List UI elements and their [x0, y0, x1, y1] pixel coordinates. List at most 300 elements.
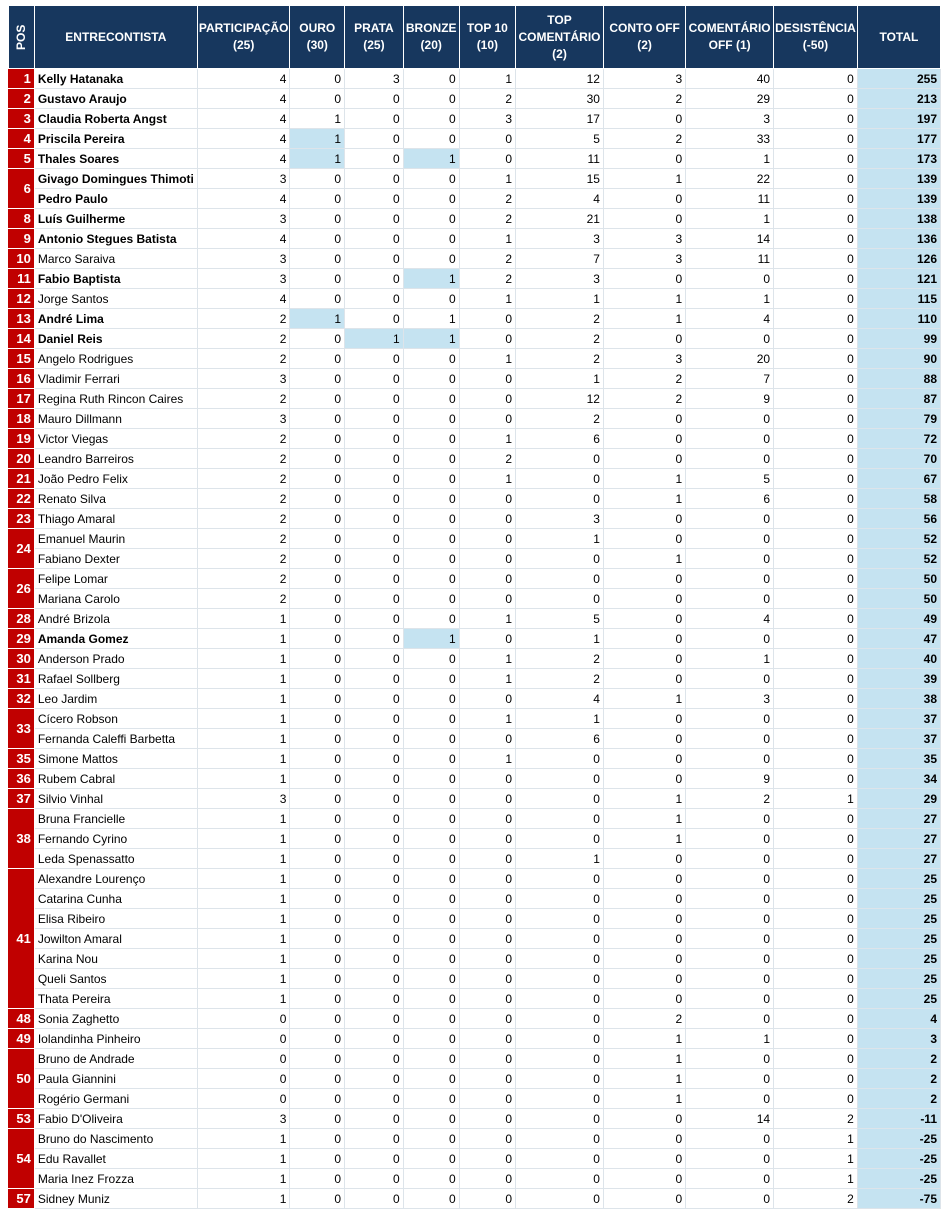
desistencia-cell[interactable]: 0	[774, 409, 858, 429]
ouro-cell[interactable]: 0	[290, 329, 345, 349]
desistencia-cell[interactable]: 0	[774, 369, 858, 389]
ouro-cell[interactable]: 0	[290, 629, 345, 649]
participacao-cell[interactable]: 3	[197, 369, 290, 389]
top-comentario-cell[interactable]: 0	[516, 909, 604, 929]
bronze-cell[interactable]: 0	[403, 409, 459, 429]
conto-off-cell[interactable]: 0	[603, 989, 685, 1009]
desistencia-cell[interactable]: 0	[774, 589, 858, 609]
ouro-cell[interactable]: 1	[290, 129, 345, 149]
ouro-cell[interactable]: 0	[290, 1029, 345, 1049]
prata-cell[interactable]: 0	[345, 1129, 404, 1149]
header-pos[interactable]: POS	[8, 6, 35, 69]
prata-cell[interactable]: 0	[345, 629, 404, 649]
desistencia-cell[interactable]: 0	[774, 689, 858, 709]
top10-cell[interactable]: 0	[459, 569, 515, 589]
desistencia-cell[interactable]: 0	[774, 729, 858, 749]
name-cell[interactable]: Renato Silva	[34, 489, 197, 509]
prata-cell[interactable]: 0	[345, 989, 404, 1009]
participacao-cell[interactable]: 1	[197, 969, 290, 989]
name-cell[interactable]: Karina Nou	[34, 949, 197, 969]
top-comentario-cell[interactable]: 0	[516, 929, 604, 949]
comentario-off-cell[interactable]: 1	[686, 289, 774, 309]
comentario-off-cell[interactable]: 1	[686, 1029, 774, 1049]
conto-off-cell[interactable]: 0	[603, 769, 685, 789]
name-cell[interactable]: Iolandinha Pinheiro	[34, 1029, 197, 1049]
top10-cell[interactable]: 0	[459, 309, 515, 329]
bronze-cell[interactable]: 0	[403, 489, 459, 509]
prata-cell[interactable]: 0	[345, 529, 404, 549]
participacao-cell[interactable]: 4	[197, 109, 290, 129]
conto-off-cell[interactable]: 0	[603, 509, 685, 529]
ouro-cell[interactable]: 0	[290, 1109, 345, 1129]
participacao-cell[interactable]: 1	[197, 989, 290, 1009]
comentario-off-cell[interactable]: 11	[686, 189, 774, 209]
comentario-off-cell[interactable]: 5	[686, 469, 774, 489]
desistencia-cell[interactable]: 0	[774, 469, 858, 489]
top-comentario-cell[interactable]: 0	[516, 1169, 604, 1189]
total-cell[interactable]: 3	[857, 1029, 940, 1049]
participacao-cell[interactable]: 4	[197, 149, 290, 169]
prata-cell[interactable]: 1	[345, 329, 404, 349]
total-cell[interactable]: 52	[857, 529, 940, 549]
prata-cell[interactable]: 0	[345, 949, 404, 969]
total-cell[interactable]: 139	[857, 189, 940, 209]
desistencia-cell[interactable]: 1	[774, 1129, 858, 1149]
prata-cell[interactable]: 0	[345, 789, 404, 809]
position-cell[interactable]: 32	[8, 689, 35, 709]
conto-off-cell[interactable]: 0	[603, 329, 685, 349]
prata-cell[interactable]: 3	[345, 69, 404, 89]
ouro-cell[interactable]: 0	[290, 649, 345, 669]
desistencia-cell[interactable]: 0	[774, 569, 858, 589]
total-cell[interactable]: 37	[857, 729, 940, 749]
total-cell[interactable]: 50	[857, 569, 940, 589]
bronze-cell[interactable]: 0	[403, 709, 459, 729]
name-cell[interactable]: Cícero Robson	[34, 709, 197, 729]
comentario-off-cell[interactable]: 0	[686, 329, 774, 349]
name-cell[interactable]: Leda Spenassatto	[34, 849, 197, 869]
prata-cell[interactable]: 0	[345, 1029, 404, 1049]
top10-cell[interactable]: 0	[459, 689, 515, 709]
bronze-cell[interactable]: 0	[403, 729, 459, 749]
conto-off-cell[interactable]: 1	[603, 1069, 685, 1089]
top-comentario-cell[interactable]: 0	[516, 1049, 604, 1069]
total-cell[interactable]: 70	[857, 449, 940, 469]
header-ouro[interactable]: OURO (30)	[290, 6, 345, 69]
top10-cell[interactable]: 0	[459, 1069, 515, 1089]
name-cell[interactable]: Thiago Amaral	[34, 509, 197, 529]
ouro-cell[interactable]: 0	[290, 429, 345, 449]
top10-cell[interactable]: 0	[459, 589, 515, 609]
top10-cell[interactable]: 1	[459, 289, 515, 309]
name-cell[interactable]: Daniel Reis	[34, 329, 197, 349]
header-conto-off[interactable]: CONTO OFF (2)	[603, 6, 685, 69]
name-cell[interactable]: Antonio Stegues Batista	[34, 229, 197, 249]
name-cell[interactable]: Angelo Rodrigues	[34, 349, 197, 369]
top10-cell[interactable]: 0	[459, 989, 515, 1009]
comentario-off-cell[interactable]: 0	[686, 1069, 774, 1089]
bronze-cell[interactable]: 0	[403, 569, 459, 589]
comentario-off-cell[interactable]: 0	[686, 1009, 774, 1029]
top-comentario-cell[interactable]: 0	[516, 829, 604, 849]
name-cell[interactable]: Priscila Pereira	[34, 129, 197, 149]
participacao-cell[interactable]: 2	[197, 589, 290, 609]
conto-off-cell[interactable]: 1	[603, 169, 685, 189]
top-comentario-cell[interactable]: 0	[516, 489, 604, 509]
top-comentario-cell[interactable]: 6	[516, 729, 604, 749]
top10-cell[interactable]: 1	[459, 469, 515, 489]
conto-off-cell[interactable]: 0	[603, 709, 685, 729]
top-comentario-cell[interactable]: 0	[516, 549, 604, 569]
total-cell[interactable]: 90	[857, 349, 940, 369]
conto-off-cell[interactable]: 0	[603, 869, 685, 889]
position-cell[interactable]: 54	[8, 1129, 35, 1189]
header-prata[interactable]: PRATA (25)	[345, 6, 404, 69]
comentario-off-cell[interactable]: 0	[686, 1049, 774, 1069]
ouro-cell[interactable]: 0	[290, 809, 345, 829]
top10-cell[interactable]: 0	[459, 849, 515, 869]
conto-off-cell[interactable]: 3	[603, 229, 685, 249]
name-cell[interactable]: Jowilton Amaral	[34, 929, 197, 949]
conto-off-cell[interactable]: 0	[603, 269, 685, 289]
prata-cell[interactable]: 0	[345, 1189, 404, 1209]
prata-cell[interactable]: 0	[345, 149, 404, 169]
total-cell[interactable]: 27	[857, 849, 940, 869]
prata-cell[interactable]: 0	[345, 689, 404, 709]
desistencia-cell[interactable]: 0	[774, 629, 858, 649]
desistencia-cell[interactable]: 0	[774, 769, 858, 789]
position-cell[interactable]: 29	[8, 629, 35, 649]
total-cell[interactable]: 255	[857, 69, 940, 89]
prata-cell[interactable]: 0	[345, 469, 404, 489]
desistencia-cell[interactable]: 0	[774, 749, 858, 769]
header-desistencia[interactable]: DESISTÊNCIA (-50)	[774, 6, 858, 69]
total-cell[interactable]: 2	[857, 1049, 940, 1069]
ouro-cell[interactable]: 0	[290, 989, 345, 1009]
bronze-cell[interactable]: 0	[403, 749, 459, 769]
conto-off-cell[interactable]: 1	[603, 1029, 685, 1049]
conto-off-cell[interactable]: 3	[603, 249, 685, 269]
desistencia-cell[interactable]: 0	[774, 189, 858, 209]
position-cell[interactable]: 30	[8, 649, 35, 669]
total-cell[interactable]: -75	[857, 1189, 940, 1209]
top-comentario-cell[interactable]: 0	[516, 949, 604, 969]
conto-off-cell[interactable]: 0	[603, 1129, 685, 1149]
top10-cell[interactable]: 0	[459, 1169, 515, 1189]
participacao-cell[interactable]: 1	[197, 649, 290, 669]
conto-off-cell[interactable]: 1	[603, 689, 685, 709]
comentario-off-cell[interactable]: 20	[686, 349, 774, 369]
prata-cell[interactable]: 0	[345, 829, 404, 849]
desistencia-cell[interactable]: 0	[774, 449, 858, 469]
total-cell[interactable]: -11	[857, 1109, 940, 1129]
name-cell[interactable]: Vladimir Ferrari	[34, 369, 197, 389]
total-cell[interactable]: 25	[857, 889, 940, 909]
desistencia-cell[interactable]: 0	[774, 969, 858, 989]
bronze-cell[interactable]: 0	[403, 169, 459, 189]
desistencia-cell[interactable]: 0	[774, 389, 858, 409]
participacao-cell[interactable]: 3	[197, 209, 290, 229]
total-cell[interactable]: 126	[857, 249, 940, 269]
total-cell[interactable]: 87	[857, 389, 940, 409]
comentario-off-cell[interactable]: 7	[686, 369, 774, 389]
conto-off-cell[interactable]: 0	[603, 569, 685, 589]
top10-cell[interactable]: 1	[459, 349, 515, 369]
participacao-cell[interactable]: 3	[197, 249, 290, 269]
participacao-cell[interactable]: 2	[197, 329, 290, 349]
desistencia-cell[interactable]: 0	[774, 829, 858, 849]
total-cell[interactable]: -25	[857, 1129, 940, 1149]
comentario-off-cell[interactable]: 0	[686, 409, 774, 429]
ouro-cell[interactable]: 0	[290, 869, 345, 889]
position-cell[interactable]: 10	[8, 249, 35, 269]
name-cell[interactable]: Paula Giannini	[34, 1069, 197, 1089]
bronze-cell[interactable]: 0	[403, 609, 459, 629]
ouro-cell[interactable]: 0	[290, 289, 345, 309]
comentario-off-cell[interactable]: 4	[686, 609, 774, 629]
comentario-off-cell[interactable]: 0	[686, 1189, 774, 1209]
top10-cell[interactable]: 2	[459, 209, 515, 229]
bronze-cell[interactable]: 0	[403, 249, 459, 269]
total-cell[interactable]: 67	[857, 469, 940, 489]
participacao-cell[interactable]: 1	[197, 949, 290, 969]
ouro-cell[interactable]: 0	[290, 389, 345, 409]
conto-off-cell[interactable]: 1	[603, 289, 685, 309]
top10-cell[interactable]: 0	[459, 949, 515, 969]
participacao-cell[interactable]: 2	[197, 389, 290, 409]
top-comentario-cell[interactable]: 1	[516, 709, 604, 729]
desistencia-cell[interactable]: 0	[774, 889, 858, 909]
conto-off-cell[interactable]: 0	[603, 969, 685, 989]
top10-cell[interactable]: 0	[459, 409, 515, 429]
conto-off-cell[interactable]: 1	[603, 809, 685, 829]
prata-cell[interactable]: 0	[345, 429, 404, 449]
top-comentario-cell[interactable]: 0	[516, 789, 604, 809]
ouro-cell[interactable]: 0	[290, 1169, 345, 1189]
desistencia-cell[interactable]: 0	[774, 1049, 858, 1069]
comentario-off-cell[interactable]: 29	[686, 89, 774, 109]
name-cell[interactable]: Sonia Zaghetto	[34, 1009, 197, 1029]
prata-cell[interactable]: 0	[345, 189, 404, 209]
total-cell[interactable]: 37	[857, 709, 940, 729]
prata-cell[interactable]: 0	[345, 729, 404, 749]
bronze-cell[interactable]: 1	[403, 149, 459, 169]
comentario-off-cell[interactable]: 1	[686, 649, 774, 669]
top10-cell[interactable]: 1	[459, 649, 515, 669]
position-cell[interactable]: 8	[8, 209, 35, 229]
bronze-cell[interactable]: 0	[403, 449, 459, 469]
total-cell[interactable]: 177	[857, 129, 940, 149]
conto-off-cell[interactable]: 2	[603, 1009, 685, 1029]
total-cell[interactable]: 25	[857, 949, 940, 969]
comentario-off-cell[interactable]: 6	[686, 489, 774, 509]
ouro-cell[interactable]: 0	[290, 969, 345, 989]
ouro-cell[interactable]: 0	[290, 229, 345, 249]
top-comentario-cell[interactable]: 7	[516, 249, 604, 269]
total-cell[interactable]: 25	[857, 909, 940, 929]
desistencia-cell[interactable]: 0	[774, 309, 858, 329]
comentario-off-cell[interactable]: 0	[686, 709, 774, 729]
top10-cell[interactable]: 0	[459, 909, 515, 929]
participacao-cell[interactable]: 1	[197, 829, 290, 849]
top10-cell[interactable]: 0	[459, 369, 515, 389]
comentario-off-cell[interactable]: 0	[686, 1169, 774, 1189]
header-participacao[interactable]: PARTICIPAÇÃO (25)	[197, 6, 290, 69]
position-cell[interactable]: 49	[8, 1029, 35, 1049]
total-cell[interactable]: 39	[857, 669, 940, 689]
total-cell[interactable]: 110	[857, 309, 940, 329]
top-comentario-cell[interactable]: 11	[516, 149, 604, 169]
top10-cell[interactable]: 1	[459, 609, 515, 629]
total-cell[interactable]: 115	[857, 289, 940, 309]
top10-cell[interactable]: 0	[459, 529, 515, 549]
ouro-cell[interactable]: 0	[290, 269, 345, 289]
total-cell[interactable]: 47	[857, 629, 940, 649]
position-cell[interactable]: 53	[8, 1109, 35, 1129]
top-comentario-cell[interactable]: 2	[516, 349, 604, 369]
top10-cell[interactable]: 0	[459, 889, 515, 909]
top-comentario-cell[interactable]: 3	[516, 509, 604, 529]
total-cell[interactable]: 52	[857, 549, 940, 569]
participacao-cell[interactable]: 1	[197, 1189, 290, 1209]
top-comentario-cell[interactable]: 21	[516, 209, 604, 229]
prata-cell[interactable]: 0	[345, 1069, 404, 1089]
total-cell[interactable]: 72	[857, 429, 940, 449]
participacao-cell[interactable]: 1	[197, 1129, 290, 1149]
bronze-cell[interactable]: 0	[403, 649, 459, 669]
comentario-off-cell[interactable]: 0	[686, 1089, 774, 1109]
desistencia-cell[interactable]: 0	[774, 989, 858, 1009]
bronze-cell[interactable]: 0	[403, 669, 459, 689]
position-cell[interactable]: 5	[8, 149, 35, 169]
prata-cell[interactable]: 0	[345, 449, 404, 469]
bronze-cell[interactable]: 0	[403, 689, 459, 709]
top10-cell[interactable]: 0	[459, 769, 515, 789]
prata-cell[interactable]: 0	[345, 969, 404, 989]
bronze-cell[interactable]: 0	[403, 289, 459, 309]
total-cell[interactable]: 4	[857, 1009, 940, 1029]
position-cell[interactable]: 21	[8, 469, 35, 489]
ouro-cell[interactable]: 0	[290, 1049, 345, 1069]
conto-off-cell[interactable]: 0	[603, 409, 685, 429]
desistencia-cell[interactable]: 0	[774, 429, 858, 449]
participacao-cell[interactable]: 1	[197, 749, 290, 769]
name-cell[interactable]: Leo Jardim	[34, 689, 197, 709]
desistencia-cell[interactable]: 0	[774, 269, 858, 289]
comentario-off-cell[interactable]: 0	[686, 629, 774, 649]
prata-cell[interactable]: 0	[345, 609, 404, 629]
ouro-cell[interactable]: 0	[290, 169, 345, 189]
name-cell[interactable]: Luís Guilherme	[34, 209, 197, 229]
name-cell[interactable]: Regina Ruth Rincon Caires	[34, 389, 197, 409]
ouro-cell[interactable]: 0	[290, 549, 345, 569]
participacao-cell[interactable]: 2	[197, 469, 290, 489]
top-comentario-cell[interactable]: 0	[516, 1189, 604, 1209]
prata-cell[interactable]: 0	[345, 209, 404, 229]
total-cell[interactable]: 173	[857, 149, 940, 169]
prata-cell[interactable]: 0	[345, 1009, 404, 1029]
conto-off-cell[interactable]: 0	[603, 929, 685, 949]
position-cell[interactable]: 35	[8, 749, 35, 769]
bronze-cell[interactable]: 0	[403, 849, 459, 869]
name-cell[interactable]: Thales Soares	[34, 149, 197, 169]
ouro-cell[interactable]: 1	[290, 149, 345, 169]
bronze-cell[interactable]: 0	[403, 809, 459, 829]
name-cell[interactable]: Fernanda Caleffi Barbetta	[34, 729, 197, 749]
bronze-cell[interactable]: 0	[403, 1109, 459, 1129]
comentario-off-cell[interactable]: 0	[686, 909, 774, 929]
prata-cell[interactable]: 0	[345, 349, 404, 369]
conto-off-cell[interactable]: 0	[603, 729, 685, 749]
desistencia-cell[interactable]: 0	[774, 129, 858, 149]
name-cell[interactable]: Edu Ravallet	[34, 1149, 197, 1169]
comentario-off-cell[interactable]: 9	[686, 389, 774, 409]
top-comentario-cell[interactable]: 0	[516, 469, 604, 489]
top-comentario-cell[interactable]: 30	[516, 89, 604, 109]
ouro-cell[interactable]: 0	[290, 449, 345, 469]
participacao-cell[interactable]: 3	[197, 1109, 290, 1129]
top10-cell[interactable]: 0	[459, 509, 515, 529]
name-cell[interactable]: Fabiano Dexter	[34, 549, 197, 569]
top10-cell[interactable]: 0	[459, 1189, 515, 1209]
conto-off-cell[interactable]: 1	[603, 789, 685, 809]
participacao-cell[interactable]: 3	[197, 169, 290, 189]
name-cell[interactable]: Catarina Cunha	[34, 889, 197, 909]
ouro-cell[interactable]: 0	[290, 89, 345, 109]
position-cell[interactable]: 57	[8, 1189, 35, 1209]
top10-cell[interactable]: 0	[459, 809, 515, 829]
position-cell[interactable]: 6	[8, 169, 35, 209]
prata-cell[interactable]: 0	[345, 89, 404, 109]
ouro-cell[interactable]: 0	[290, 669, 345, 689]
comentario-off-cell[interactable]: 1	[686, 209, 774, 229]
top10-cell[interactable]: 0	[459, 929, 515, 949]
top-comentario-cell[interactable]: 5	[516, 129, 604, 149]
desistencia-cell[interactable]: 0	[774, 329, 858, 349]
top10-cell[interactable]: 1	[459, 669, 515, 689]
total-cell[interactable]: 58	[857, 489, 940, 509]
desistencia-cell[interactable]: 0	[774, 69, 858, 89]
comentario-off-cell[interactable]: 0	[686, 589, 774, 609]
desistencia-cell[interactable]: 0	[774, 849, 858, 869]
total-cell[interactable]: 50	[857, 589, 940, 609]
prata-cell[interactable]: 0	[345, 1089, 404, 1109]
position-cell[interactable]: 33	[8, 709, 35, 749]
bronze-cell[interactable]: 0	[403, 369, 459, 389]
bronze-cell[interactable]: 0	[403, 349, 459, 369]
top10-cell[interactable]: 2	[459, 189, 515, 209]
ouro-cell[interactable]: 0	[290, 889, 345, 909]
prata-cell[interactable]: 0	[345, 409, 404, 429]
top10-cell[interactable]: 2	[459, 269, 515, 289]
comentario-off-cell[interactable]: 0	[686, 969, 774, 989]
participacao-cell[interactable]: 1	[197, 669, 290, 689]
total-cell[interactable]: 2	[857, 1069, 940, 1089]
desistencia-cell[interactable]: 0	[774, 549, 858, 569]
conto-off-cell[interactable]: 0	[603, 1189, 685, 1209]
header-total[interactable]: TOTAL	[857, 6, 940, 69]
prata-cell[interactable]: 0	[345, 769, 404, 789]
total-cell[interactable]: 27	[857, 829, 940, 849]
total-cell[interactable]: 88	[857, 369, 940, 389]
top10-cell[interactable]: 0	[459, 1149, 515, 1169]
participacao-cell[interactable]: 4	[197, 189, 290, 209]
participacao-cell[interactable]: 3	[197, 409, 290, 429]
ouro-cell[interactable]: 0	[290, 69, 345, 89]
prata-cell[interactable]: 0	[345, 749, 404, 769]
conto-off-cell[interactable]: 0	[603, 1169, 685, 1189]
comentario-off-cell[interactable]: 14	[686, 1109, 774, 1129]
